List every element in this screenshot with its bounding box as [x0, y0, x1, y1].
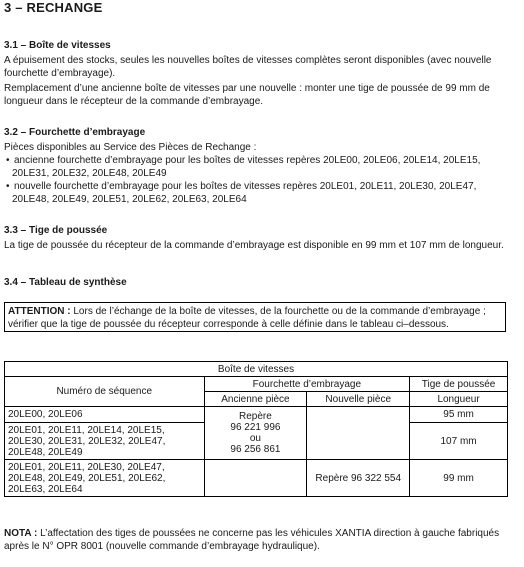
table-row — [5, 460, 508, 497]
s31-paragraph-1-line-2: fourchette d’embrayage). — [4, 68, 116, 79]
bullet-icon: • — [6, 181, 10, 192]
nota-label: NOTA : — [4, 528, 38, 539]
header-tige: Tige de poussée — [410, 377, 508, 392]
section-title: 3 – RECHANGE — [4, 0, 103, 15]
s33-text: La tige de poussée du récepteur de la commande d’embrayage est disponible en 99 mm et 107 mm de longueur. — [4, 240, 504, 251]
nota-line-1: NOTA : L’affectation des tiges de poussées ne concerne pas les véhicules XANTIA direction à gauche fabriqués — [4, 528, 500, 539]
header-longueur: Longueur — [410, 392, 508, 407]
table-row — [5, 407, 508, 423]
bullet-icon: • — [6, 155, 10, 166]
attention-line-2: vérifier que la tige de poussée du récepteur corresponde à celle définie dans le tableau ci–dessous. — [8, 319, 449, 330]
s31-paragraph-2-line-1: Remplacement d’une ancienne boîte de vitesses par une nouvelle : monter une tige de poussée de 99 mm de — [4, 83, 490, 94]
s31-paragraph-1-line-1: A épuisement des stocks, seules les nouvelles boîtes de vitesses complètes seront disponibles (avec nouvelle — [4, 55, 492, 66]
s32-bullet-2 — [6, 180, 476, 193]
cell-longueur: 99 mm — [410, 460, 508, 497]
heading-3-2: 3.2 – Fourchette d’embrayage — [4, 127, 146, 138]
nota-line-2: après le N° OPR 8001 (nouvelle commande d’embrayage hydraulique). — [4, 541, 320, 552]
synthesis-table — [4, 361, 508, 497]
s31-paragraph-2-line-2: longueur dans le récepteur de la commande d’embrayage. — [4, 96, 264, 107]
s32-bullet-1-line-1: ancienne fourchette d’embrayage pour les boîtes de vitesses repères 20LE00, 20LE06, 20LE14, 20LE15, — [14, 155, 481, 166]
heading-3-1: 3.1 – Boîte de vitesses — [4, 40, 111, 51]
cell-sequence: 20LE01, 20LE11, 20LE14, 20LE15, 20LE30, 20LE31, 20LE32, 20LE47, 20LE48, 20LE49 — [5, 423, 205, 460]
s32-bullet-1 — [6, 154, 480, 167]
s32-bullet-2-line-2: 20LE48, 20LE49, 20LE51, 20LE62, 20LE63, 20LE64 — [12, 194, 247, 205]
header-ancienne: Ancienne pièce — [204, 392, 307, 407]
cell-ancienne: Repère 96 221 996 ou 96 256 861 — [204, 407, 307, 460]
cell-sequence: 20LE00, 20LE06 — [5, 407, 205, 423]
cell-nouvelle: Repère 96 322 554 — [307, 460, 410, 497]
s32-bullet-2-line-1: nouvelle fourchette d’embrayage pour les boîtes de vitesses repères 20LE01, 20LE11, 20LE30, 20LE47, — [14, 181, 477, 192]
attention-box — [4, 302, 506, 332]
s32-bullet-1-line-2: 20LE31, 20LE32, 20LE48, 20LE49 — [12, 168, 167, 179]
cell-nouvelle-empty — [307, 407, 410, 460]
heading-3-4: 3.4 – Tableau de synthèse — [4, 277, 127, 288]
cell-sequence: 20LE01, 20LE11, 20LE30, 20LE47, 20LE48, 20LE49, 20LE51, 20LE62, 20LE63, 20LE64 — [5, 460, 205, 497]
attention-line-1: ATTENTION : Lors de l’échange de la boîte de vitesses, de la fourchette ou de la commande d’embrayage ; — [8, 306, 486, 317]
cell-ancienne-empty — [204, 460, 307, 497]
table-title: Boîte de vitesses — [5, 362, 508, 377]
header-nouvelle: Nouvelle pièce — [307, 392, 410, 407]
attention-label: ATTENTION : — [8, 306, 71, 317]
header-fourchette: Fourchette d’embrayage — [204, 377, 410, 392]
cell-longueur: 95 mm — [410, 407, 508, 423]
nota-note — [4, 527, 499, 553]
s32-intro: Pièces disponibles au Service des Pièces de Rechange : — [4, 142, 257, 153]
heading-3-3: 3.3 – Tige de poussée — [4, 225, 108, 236]
cell-longueur: 107 mm — [410, 423, 508, 460]
header-sequence: Numéro de séquence — [5, 377, 205, 407]
